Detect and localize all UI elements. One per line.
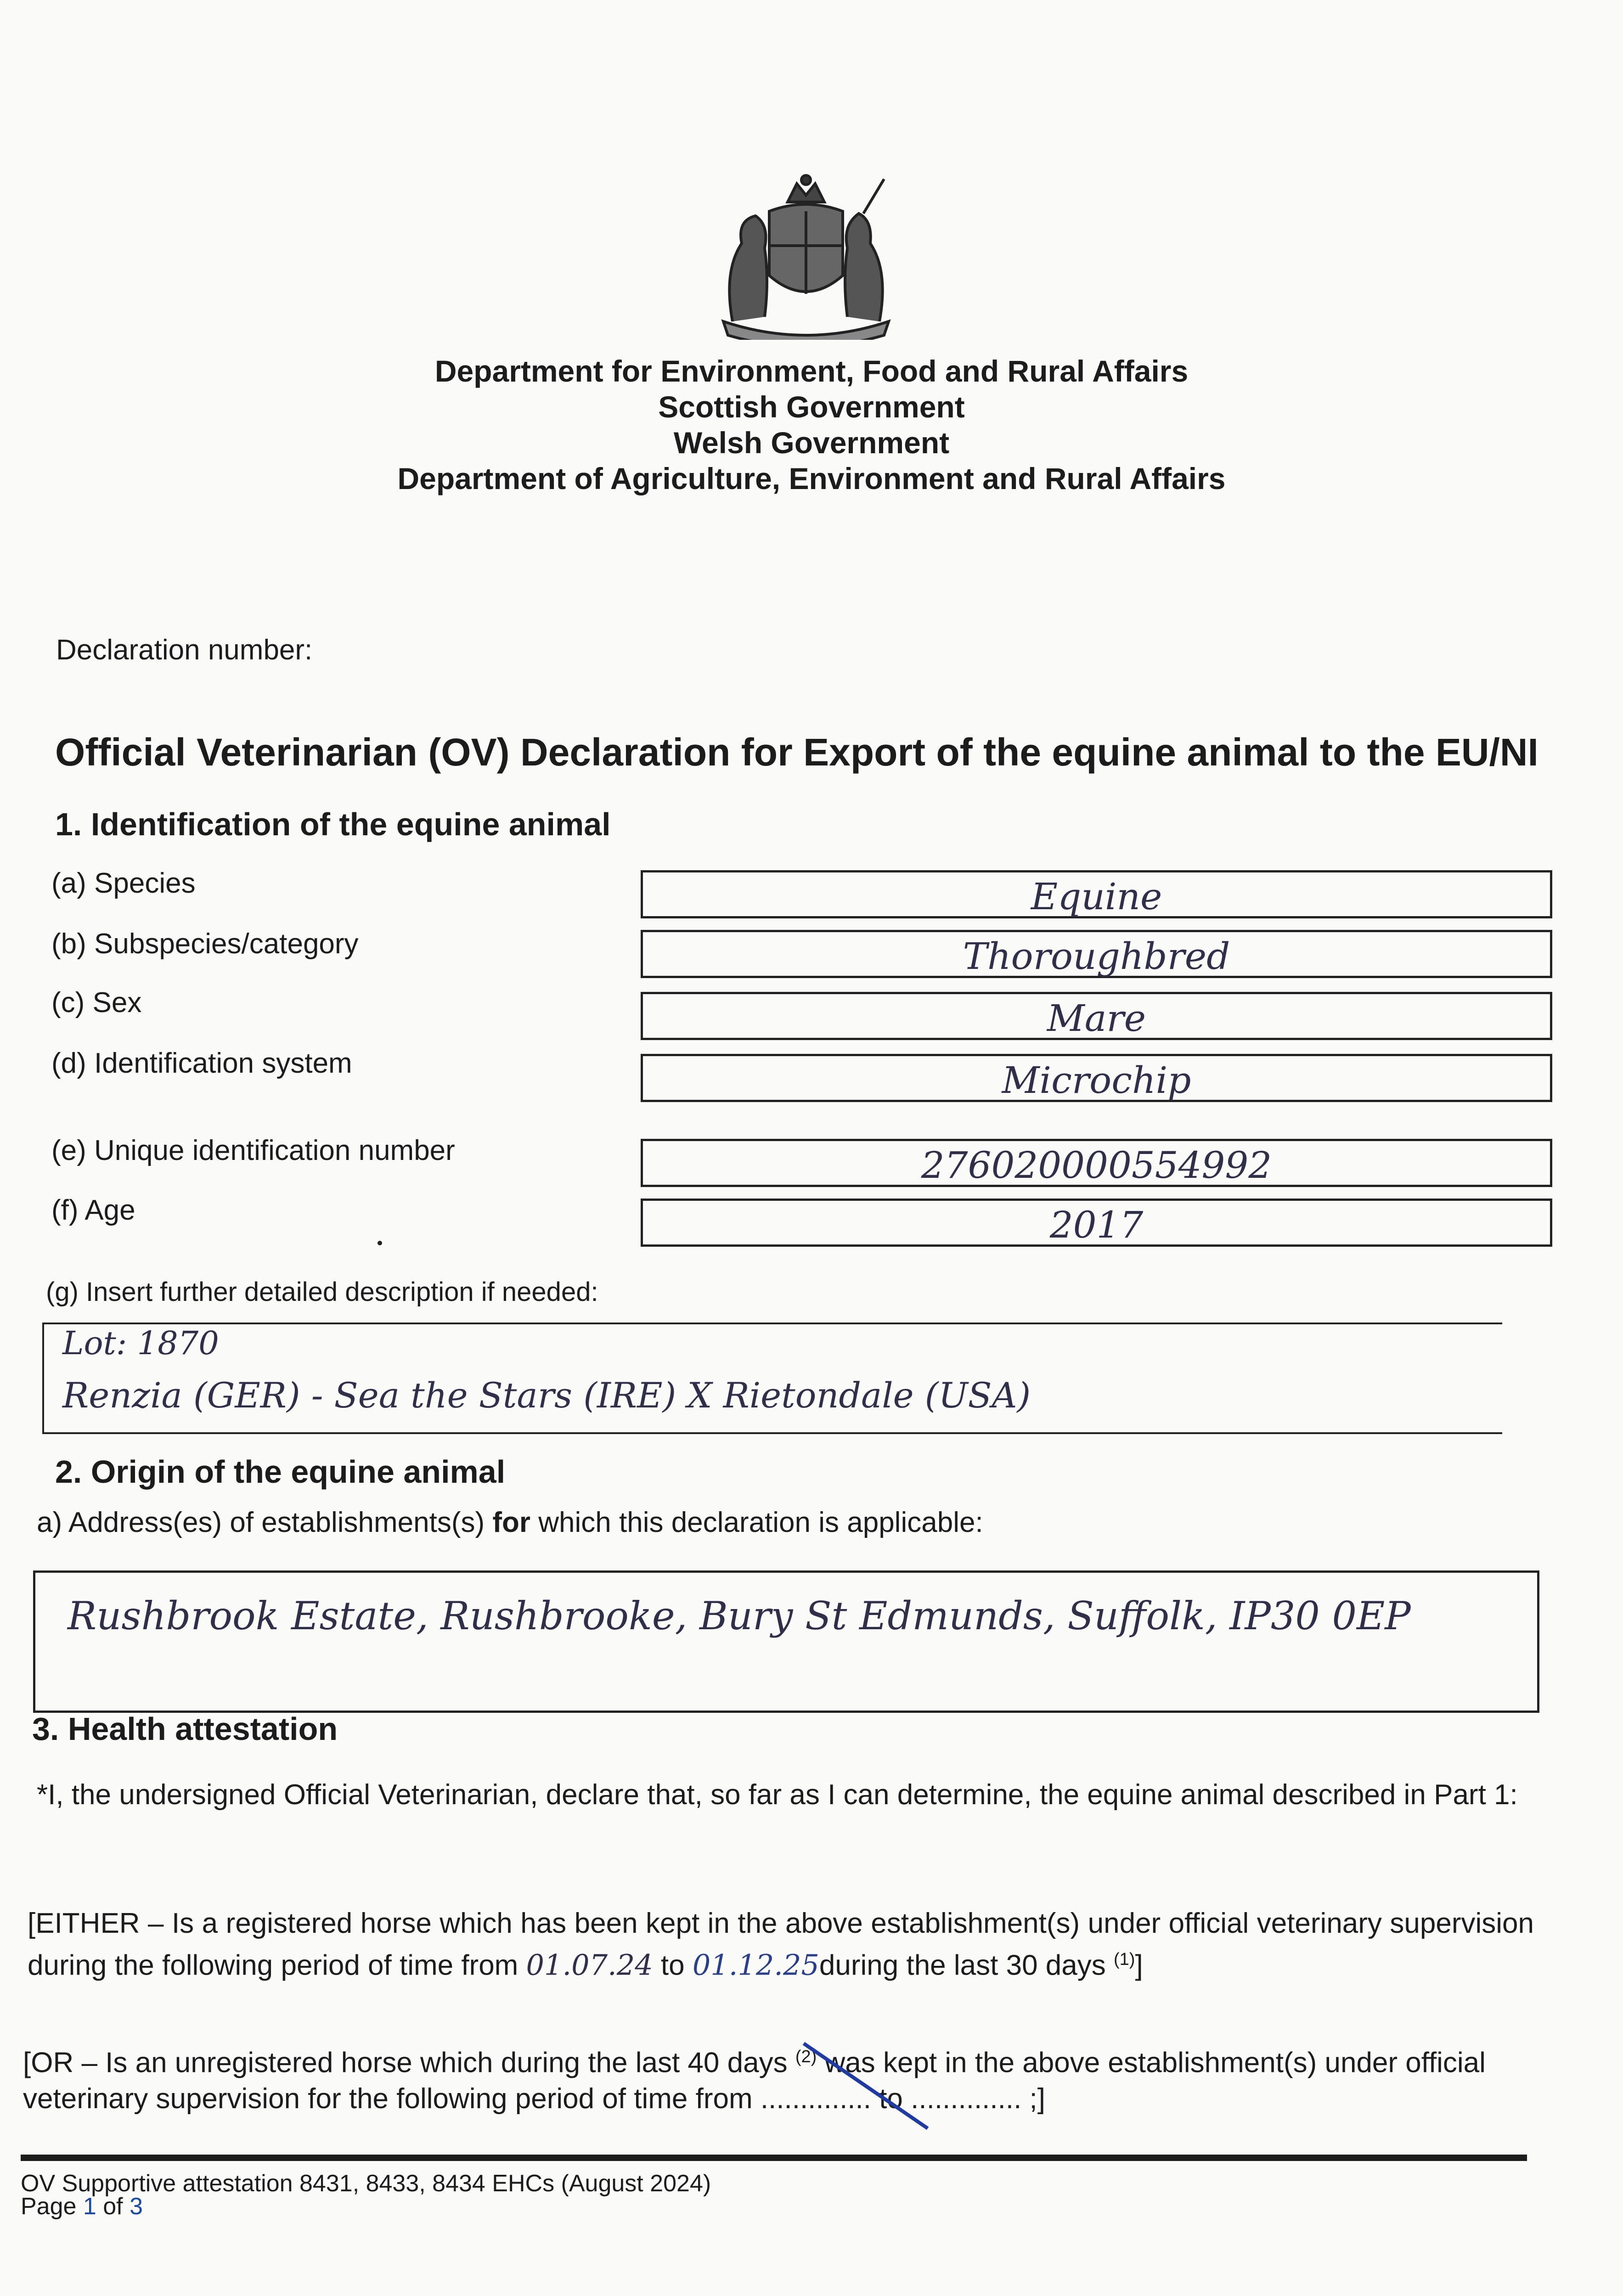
age-value: 2017 — [1049, 1204, 1144, 1246]
sex-label: (c) Sex — [51, 987, 142, 1019]
either-to-word: to — [653, 1949, 693, 1981]
establishment-address-label — [37, 1506, 983, 1539]
or-text-end: was kept in the above establishment(s) under official veterinary supervision for the following period of time from .............. to .............. ;] — [23, 2047, 1486, 2115]
header-line-daera: Department of Agriculture, Environment and Rural Affairs — [397, 461, 1226, 495]
header-line-defra: Department for Environment, Food and Rural Affairs — [434, 354, 1189, 388]
or-footnote-ref: (2) — [795, 2047, 817, 2066]
health-attestation-intro: *I, the undersigned Official Veterinarian, declare that, so far as I can determine, the equine animal described in Part 1: — [37, 1779, 1518, 1811]
address-label-text-end: which this declaration is applicable: — [530, 1507, 983, 1538]
royal-coat-of-arms-icon — [705, 170, 907, 340]
section-2-heading: 2. Origin of the equine animal — [55, 1454, 506, 1490]
page-current: 1 — [83, 2193, 96, 2220]
establishment-address-value: Rushbrook Estate, Rushbrooke, Bury St Edmunds, Suffolk, IP30 0EP — [68, 1593, 1411, 1638]
subspecies-label: (b) Subspecies/category — [51, 928, 359, 960]
address-label-bold: for — [492, 1507, 531, 1538]
further-description-box[interactable] — [42, 1322, 1502, 1434]
either-bracket: ] — [1135, 1949, 1143, 1981]
page-title: Official Veterinarian (OV) Declaration for Export of the equine animal to the EU/NI — [55, 731, 1538, 774]
strike-through-mark — [799, 2039, 937, 2135]
section-1-heading: 1. Identification of the equine animal — [55, 806, 611, 842]
sex-value: Mare — [1047, 997, 1146, 1040]
either-text: [EITHER – Is a registered horse which has been kept in the above establishment(s) under official veterinary supervision during the following period of time from — [28, 1908, 1534, 1981]
identification-system-field[interactable] — [641, 1054, 1552, 1102]
lot-number-text: Lot: 1870 — [62, 1324, 219, 1362]
either-date-from[interactable]: 01.07.24 — [526, 1948, 653, 1982]
further-description-label: (g) Insert further detailed description if needed: — [46, 1277, 598, 1307]
species-field[interactable] — [641, 870, 1552, 918]
age-field[interactable] — [641, 1199, 1552, 1247]
species-label: (a) Species — [51, 867, 196, 899]
section-3-heading: 3. Health attestation — [32, 1711, 338, 1747]
either-date-to[interactable]: 01.12.25 — [692, 1948, 819, 1982]
either-footnote-ref: (1) — [1113, 1950, 1135, 1969]
subspecies-value: Thoroughbred — [963, 935, 1230, 978]
either-text-end: during the last 30 days — [819, 1949, 1114, 1981]
either-registered-horse-clause — [28, 1906, 1534, 1984]
footer-reference: OV Supportive attestation 8431, 8433, 8434 EHCs (August 2024) — [21, 2170, 711, 2197]
of-word: of — [96, 2193, 130, 2220]
sex-field[interactable] — [641, 992, 1552, 1040]
establishment-address-box[interactable] — [33, 1570, 1539, 1713]
header-line-welsh-government: Welsh Government — [673, 426, 950, 460]
unique-id-field[interactable] — [641, 1139, 1552, 1187]
unique-id-label: (e) Unique identification number — [51, 1135, 455, 1166]
page-word: Page — [21, 2193, 83, 2220]
subspecies-field[interactable] — [641, 930, 1552, 978]
pedigree-text: Renzia (GER) - Sea the Stars (IRE) X Rietondale (USA) — [62, 1375, 1031, 1416]
footer-divider — [21, 2155, 1527, 2161]
identification-system-label: (d) Identification system — [51, 1047, 352, 1079]
or-text: [OR – Is an unregistered horse which during the last 40 days — [23, 2047, 795, 2079]
page-indicator — [21, 2193, 143, 2220]
stray-dot — [378, 1241, 382, 1245]
unique-id-value: 276020000554992 — [921, 1144, 1272, 1187]
or-unregistered-horse-clause — [23, 2039, 1534, 2117]
species-value: Equine — [1031, 875, 1162, 918]
declaration-number-label: Declaration number: — [56, 634, 313, 666]
age-label: (f) Age — [51, 1194, 135, 1226]
address-label-text: a) Address(es) of establishments(s) — [37, 1507, 493, 1538]
page-total: 3 — [130, 2193, 143, 2220]
header-line-scottish-government: Scottish Government — [658, 390, 965, 424]
identification-system-value: Microchip — [1002, 1059, 1191, 1102]
